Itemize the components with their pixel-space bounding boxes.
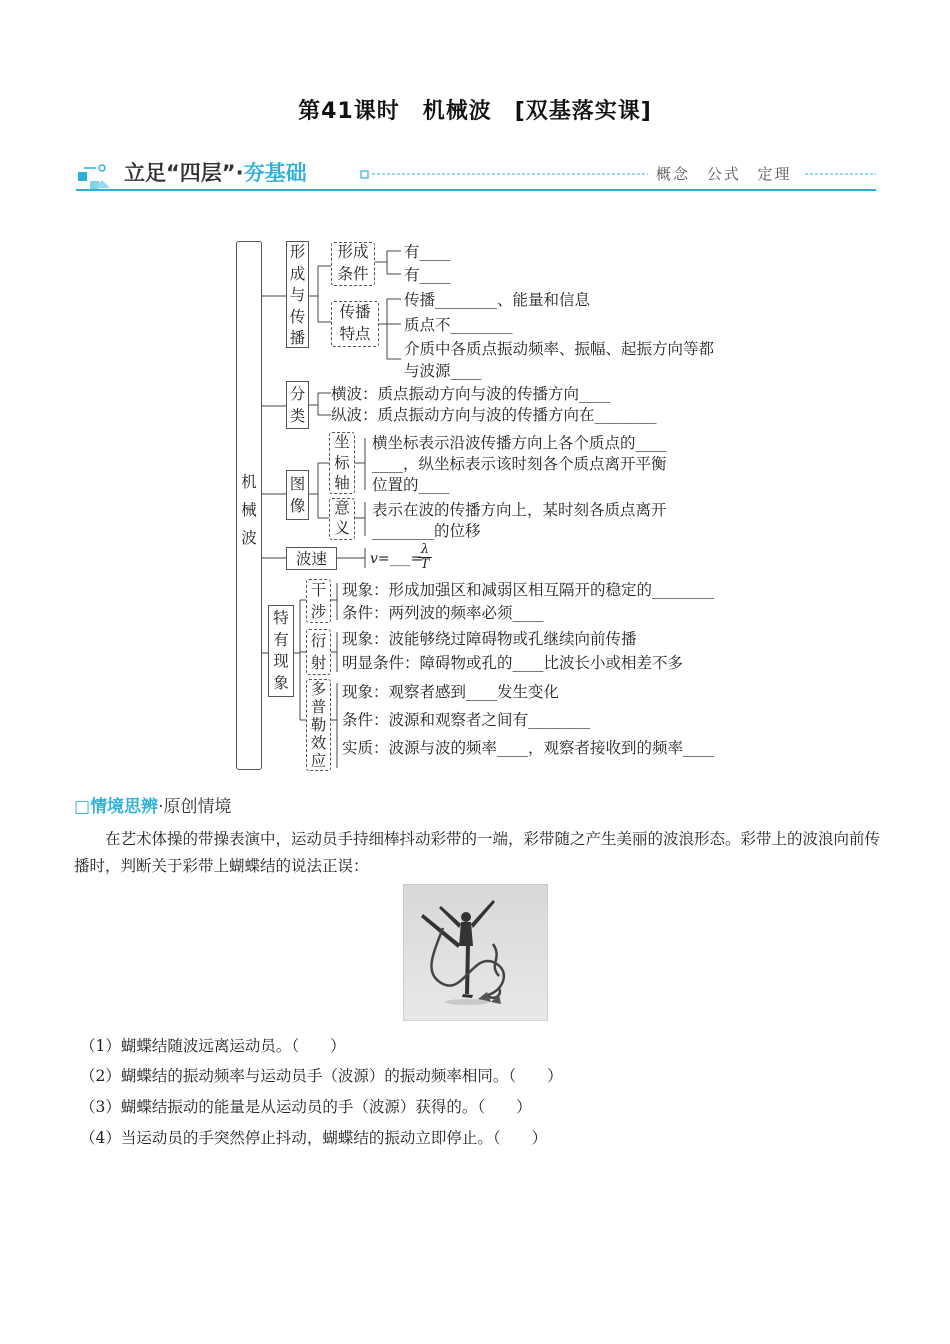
doppler-label: 多普勒效应 bbox=[310, 680, 327, 770]
banner-tags: 概念 公式 定理 bbox=[656, 165, 792, 183]
condition-1: 有____ bbox=[404, 243, 451, 261]
question-4: （4）当运动员的手突然停止抖动，蝴蝶结的振动立即停止。（ ） bbox=[80, 1129, 548, 1147]
speed-label: 波速 bbox=[295, 550, 327, 568]
question-2: （2）蝴蝶结的振动频率与运动员手（波源）的振动频率相同。（ ） bbox=[80, 1067, 563, 1085]
banner-title: 立足“四层”·夯基础 bbox=[124, 161, 307, 185]
doppler-2: 条件：波源和观察者之间有________ bbox=[342, 711, 591, 729]
diffraction-2: 明显条件：障碍物或孔的____比波长小或相差不多 bbox=[342, 654, 684, 672]
diffraction-1: 现象：波能够绕过障碍物或孔继续向前传播 bbox=[342, 630, 637, 648]
root-label: 机械波 bbox=[241, 473, 257, 547]
interference-1: 现象：形成加强区和减弱区相互隔开的稳定的________ bbox=[342, 581, 715, 599]
transverse-wave: 横波：质点振动方向与波的传播方向____ bbox=[331, 385, 611, 403]
condition-2: 有____ bbox=[404, 266, 451, 284]
axes-text-3: 位置的____ bbox=[372, 476, 450, 494]
doppler-1: 现象：观察者感到____发生变化 bbox=[342, 683, 560, 701]
interference-label: 干涉 bbox=[310, 581, 327, 621]
diffraction-label: 衍射 bbox=[310, 632, 327, 672]
feature-3: 介质中各质点振动频率、振幅、起振方向等都 bbox=[404, 340, 715, 358]
meaning-text-2: ________的位移 bbox=[372, 522, 481, 540]
doppler-3: 实质：波源与波的频率____，观察者接收到的频率____ bbox=[342, 739, 715, 757]
interference-2: 条件：两列波的频率必须____ bbox=[342, 604, 544, 622]
scenario-paragraph: 在艺术体操的带操表演中，运动员手持细棒抖动彩带的一端，彩带随之产生美丽的波浪形态。彩带上的波浪向前传播时，判断关于彩带上蝴蝶结的说法正误： bbox=[74, 830, 881, 875]
axes-text-1: 横坐标表示沿波传播方向上各个质点的____ bbox=[372, 434, 667, 452]
meaning-text-1: 表示在波的传播方向上，某时刻各质点离开 bbox=[372, 501, 667, 519]
longitudinal-wave: 纵波：质点振动方向与波的传播方向在________ bbox=[331, 406, 657, 424]
features-label: 传播特点 bbox=[339, 303, 371, 343]
question-3: （3）蝴蝶结振动的能量是从运动员的手（波源）获得的。（ ） bbox=[80, 1098, 532, 1116]
classification-label: 分类 bbox=[289, 385, 306, 425]
conditions-label: 形成条件 bbox=[337, 243, 369, 283]
question-1: （1）蝴蝶结随波远离运动员。（ ） bbox=[80, 1037, 346, 1055]
speed-formula: v=___= bbox=[370, 551, 423, 567]
phenomena-label: 特有现象 bbox=[273, 609, 289, 692]
meaning-label: 意义 bbox=[334, 499, 350, 537]
feature-2: 质点不________ bbox=[404, 316, 513, 334]
gymnast-photo bbox=[403, 884, 548, 1021]
scenario-heading: □情境思辨·原创情境 bbox=[74, 797, 232, 817]
graph-label: 图像 bbox=[289, 475, 306, 515]
feature-4: 与波源____ bbox=[404, 362, 482, 380]
formation-label: 形成与传播 bbox=[289, 243, 306, 347]
axes-text-2: ____，纵坐标表示该时刻各个质点离开平衡 bbox=[372, 455, 667, 473]
speed-fraction: λ T bbox=[418, 543, 432, 572]
page-title: 第41课时 机械波 [双基落实课] bbox=[298, 99, 652, 124]
axes-label: 坐标轴 bbox=[334, 433, 350, 492]
feature-1: 传播________、能量和信息 bbox=[404, 291, 591, 309]
